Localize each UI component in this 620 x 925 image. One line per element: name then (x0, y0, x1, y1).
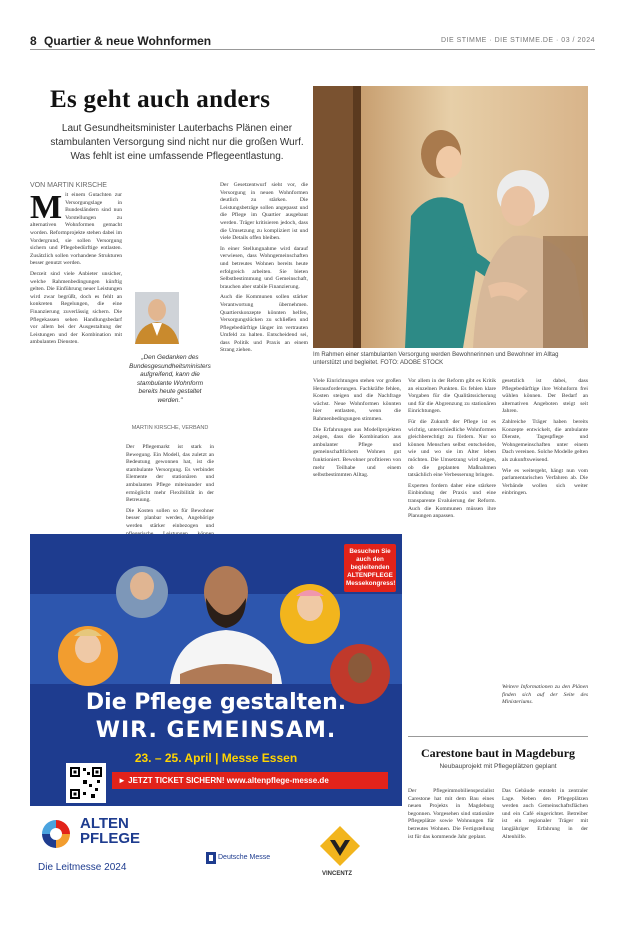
paragraph: Die Erfahrungen aus Modellprojekten zeigen, dass die Kombination aus ambulanter Pflege und gemeinschaftlichem Wohnen gut funktioniert. Bewohner profitieren von mehr Teilhabe und einem selbstbestimmten Alltag. (313, 426, 401, 479)
paragraph: Auch die Kommunen sollen stärker Verantwortung übernehmen. Quartierskonzepte könnten helfen, Versorgungslücken zu schließen und Pflegebedürftige länger im vertrauten Umfeld zu halten. Entscheidend sei, dass Politik und Praxis an einem Strang ziehen. (220, 294, 308, 354)
paragraph: Die Kosten sollen so für Bewohner besser planbar werden, Angehörige werden stärker einbezogen und (126, 507, 214, 529)
article-photo (313, 86, 588, 348)
header-right: DIE STIMME · DIE STIMME.DE · 03 / 2024 (441, 37, 595, 44)
article2-column-2: Das Gebäude entsteht in zentraler Lage. Neben den Pflegeplätzen werden auch Gemeinschaftsflächen und ein Café eingerichtet. Betreiber ist ein regionaler Träger mit langjähriger Erfahrung in der Altenhilfe. (502, 788, 588, 840)
partner-vincentz: VINCENTZ (322, 871, 352, 877)
advertisement[interactable] (30, 534, 402, 884)
text-column-4 (313, 378, 401, 508)
pull-quote: „Den Gedanken des Bundesgesundheitsministers aufgreifend, kann die stambulante Wohnform bereits heute gestaltet werden." (129, 354, 211, 404)
paragraph: Der Gesetzentwurf sieht vor, die Versorgung in neuen Wohnformen deutlich zu stärken. Die Leistungsbeträge sollen angepasst und die Pflege im Quartier ausgebaut werden. Träger kritisieren jedoch, dass die Umsetzung zu kompliziert ist und viele Details offen bleiben. (220, 182, 308, 242)
paragraph: Experten fordern daher eine stärkere Einbindung der Praxis und eine transparente Evaluierung der Reform. Auch die Kommunen müssen ihre Planungen anpassen. (408, 482, 496, 520)
paragraph: Derzeit sind viele Anbieter unsicher, welche Rahmenbedingungen künftig gelten. Die Einführung neuer Leistungen wird zwar begrüßt, doch es fehlt an konkreten Regelungen, die eine Finanzierung zuverlässig sichern. Die Pflegekassen sehen Handlungsbedarf vor allem bei der Ausgestaltung der Leistungen und der Kombination mit ambulanten Diensten. (30, 270, 122, 346)
text-column-5 (408, 378, 496, 720)
photo-caption (313, 351, 588, 367)
article-deck: Laut Gesundheitsminister Lauterbachs Plänen einer stambulanten Versorgung sind nicht nur die großen Wurf. Was fehlt ist eine umfassende Pflegeentlastung. (50, 123, 304, 162)
article-byline: VON MARTIN KIRSCHE (30, 182, 107, 189)
divider (408, 736, 588, 737)
paragraph: Für die Zukunft der Pflege ist es wichtig, unterschiedliche Wohnformen gleichberechtigt zu fördern. Nur so können Menschen selbst entscheiden, wie und wo sie im Alter leben möchten. Die Umsetzung wird zeigen, ob die geplanten Maßnahmen tatsächlich eine Verbesserung bringen. (408, 418, 496, 479)
text-column-3 (220, 182, 308, 508)
paragraph: gesetzlich ist dabei, dass Pflegebedürftige ihre Wohnform frei wählen können. Der Bedarf an alternativen Angeboten steigt seit Jahren. (502, 378, 588, 415)
caption-text: Im Rahmen einer stambulanten Versorgung werden Bewohnerinnen und Bewohner im Alltag unterstützt und begleitet. (313, 352, 559, 366)
text-column-1 (30, 189, 122, 508)
caption-credit: FOTO: ADOBE STOCK (380, 360, 444, 366)
article2-deck: Neubauprojekt mit Pflegeplätzen geplant (439, 763, 557, 770)
text-column-6 (502, 378, 588, 668)
altenpflege-logo-icon (38, 816, 74, 852)
quote-source: MARTIN KIRSCHE, VERBAND (131, 425, 209, 431)
text-column-2 (126, 444, 214, 529)
vincentz-logo-icon (320, 826, 360, 868)
partner-deutsche-messe: Deutsche Messe (218, 854, 271, 861)
author-portrait (135, 292, 179, 344)
deutsche-messe-logo-icon (206, 852, 216, 864)
paragraph: Vor allem in der Reform gibt es Kritik an einzelnen Punkten. Es fehlen klare Vorgaben für die Qualitätssicherung und für die Abgrenzung zu stationären Einrichtungen. (408, 378, 496, 415)
paragraph: In einer Stellungnahme wird darauf verwiesen, dass Wohngemeinschaften und betreutes Wohnen bereits heute erfolgreich arbeiten. Sie bieten Selbstbestimmung und Gemeinschaft, brauchen aber stabile Finanzierung. (220, 245, 308, 290)
ad-headline-1: Die Pflege gestalten. (85, 690, 347, 715)
article2-headline: Carestone baut in Magdeburg (420, 746, 576, 760)
paragraph: Viele Einrichtungen stehen vor großen Herausforderungen. Fachkräfte fehlen, Kosten steigen und die Nachfrage wächst. Neue Wohnformen könnten hier entlasten, wenn die Rahmenbedingungen stimmen. (313, 378, 401, 422)
ticket-cta-button[interactable]: ► JETZT TICKET SICHERN! www.altenpflege-messe.de (112, 772, 388, 789)
ad-bubble: Besuchen Sie auch den begleitenden ALTENPFLEGE Messekongress! (344, 544, 396, 592)
section-title: Quartier & neue Wohnformen (44, 34, 212, 48)
text-column-6-footer: Weitere Informationen zu den Plänen finden sich auf der Seite des Ministeriums. (502, 684, 588, 706)
paragraph: Wie es weitergeht, hängt nun vom parlamentarischen Verfahren ab. Die Verbände wollen sich weiter einbringen. (502, 467, 588, 497)
article2-column-1: Der Pflegeimmobilienspezialist Carestone hat mit dem Bau eines neuen Projekts in Magdeburg begonnen. Vorgesehen sind stationäre Pflegeplätze sowie Wohnungen für betreutes Wohnen. Die Fertigstellung ist für das kommende Jahr geplant. (408, 788, 494, 840)
article-headline: Es geht auch anders (50, 86, 271, 113)
qr-code[interactable] (66, 763, 106, 803)
paragraph: Mit einem Gutachten zur Versorgungslage in Bundesländern sind nun Vorstellungen zu alternativen Wohnformen gemacht worden. Reformprojekte stehen dabei im Vordergrund, sie sollen Versorgung sichern und Pflegebedürftige entlasten. Zusätzlich sollen vorhandene Strukturen besser genutzt werden. (30, 189, 122, 267)
drop-cap: M (30, 189, 63, 226)
ad-headline-2: WIR. GEMEINSAM. (95, 718, 337, 743)
page-header (30, 28, 595, 50)
paragraph: Zahlreiche Träger haben bereits Konzepte entwickelt, die ambulante Dienste, Tagespflege und Wohngemeinschaften unter einem Dach vereinen. Solche Modelle gelten als zukunftsweisend. (502, 418, 588, 463)
page-number: 8 (30, 34, 37, 48)
paragraph: Der Pflegemarkt ist stark in Bewegung. Ein Modell, das zuletzt an Bedeutung gewonnen hat, ist die stambulante Versorgung. Es verbindet Elemente der stationären und ambulanten Pflege miteinander und ermöglicht mehr Flexibilität in der Betreuung. (126, 444, 214, 504)
ad-tagline: Die Leitmesse 2024 (38, 862, 127, 873)
altenpflege-logo-text: ALTEN PFLEGE (80, 815, 141, 847)
ad-date: 23. – 25. April | Messe Essen (134, 751, 298, 765)
